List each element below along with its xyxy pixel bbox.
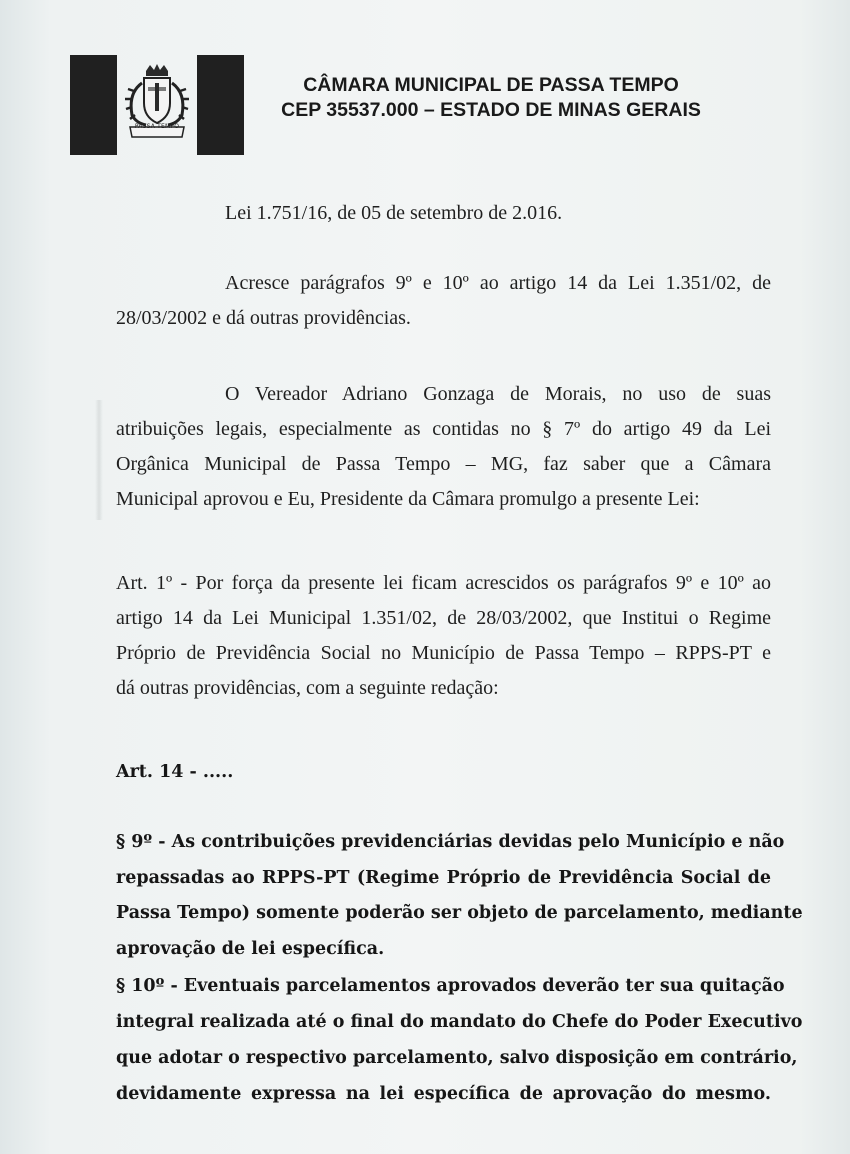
summary-line-1: Acresce parágrafos 9º e 10º ao artigo 14 da Lei 1.351/02, de	[225, 272, 771, 294]
paragraph-9-line-3: Passa Tempo) somente poderão ser objeto de parcelamento, mediante	[116, 903, 803, 923]
article-1-paragraph	[116, 566, 771, 706]
municipal-crest-icon	[122, 63, 192, 145]
paper-shadow	[95, 400, 103, 520]
article-1-line-4: dá outras providências, com a seguinte redação:	[116, 677, 499, 699]
preamble-paragraph	[116, 377, 771, 517]
article-14-heading: Art. 14 - .....	[116, 762, 234, 782]
organization-name	[266, 73, 716, 123]
paragraph-9-line-1: § 9º - As contribuições previdenciárias devidas pelo Município e não	[116, 832, 785, 852]
preamble-line-1: O Vereador Adriano Gonzaga de Morais, no uso de suas	[225, 383, 771, 405]
article-1-line-2: artigo 14 da Lei Municipal 1.351/02, de 28/03/2002, que Institui o Regime	[116, 607, 771, 629]
crest-caption: PASSA TEMPO	[134, 123, 180, 130]
paragraph-9-line-2: repassadas ao RPPS-PT (Regime Próprio de Previdência Social de	[116, 867, 771, 888]
article-1-line-1: Art. 1º - Por força da presente lei ficam acrescidos os parágrafos 9º e 10º ao	[116, 572, 771, 594]
paragraph-10-line-4: devidamente expressa na lei específica de aprovação do mesmo.	[116, 1084, 771, 1104]
article-1-line-3: Próprio de Previdência Social no Município de Passa Tempo – RPPS-PT e	[116, 642, 771, 664]
paragraph-10	[116, 968, 803, 1112]
paragraph-10-line-2: integral realizada até o final do mandato do Chefe do Poder Executivo	[116, 1012, 803, 1032]
paragraph-10-line-3: que adotar o respectivo parcelamento, salvo disposição em contrário,	[116, 1048, 798, 1068]
summary-paragraph	[116, 266, 771, 336]
org-line-1: CÂMARA MUNICIPAL DE PASSA TEMPO	[303, 74, 679, 96]
preamble-line-4: Municipal aprovou e Eu, Presidente da Câmara promulgo a presente Lei:	[116, 488, 700, 510]
summary-line-2: 28/03/2002 e dá outras providências.	[116, 307, 411, 329]
law-title: Lei 1.751/16, de 05 de setembro de 2.016.	[225, 202, 563, 224]
letterhead-bar-left	[70, 55, 117, 155]
preamble-line-3: Orgânica Municipal de Passa Tempo – MG, faz saber que a Câmara	[116, 453, 771, 475]
letterhead-bar-right	[197, 55, 244, 155]
org-line-2: CEP 35537.000 – ESTADO DE MINAS GERAIS	[281, 99, 701, 121]
paragraph-9	[116, 825, 803, 967]
preamble-line-2: atribuições legais, especialmente as contidas no § 7º do artigo 49 da Lei	[116, 418, 771, 440]
paragraph-9-line-4: aprovação de lei específica.	[116, 938, 385, 959]
paragraph-10-line-1: § 10º - Eventuais parcelamentos aprovados deverão ter sua quitação	[116, 976, 785, 996]
letterhead	[70, 55, 710, 157]
